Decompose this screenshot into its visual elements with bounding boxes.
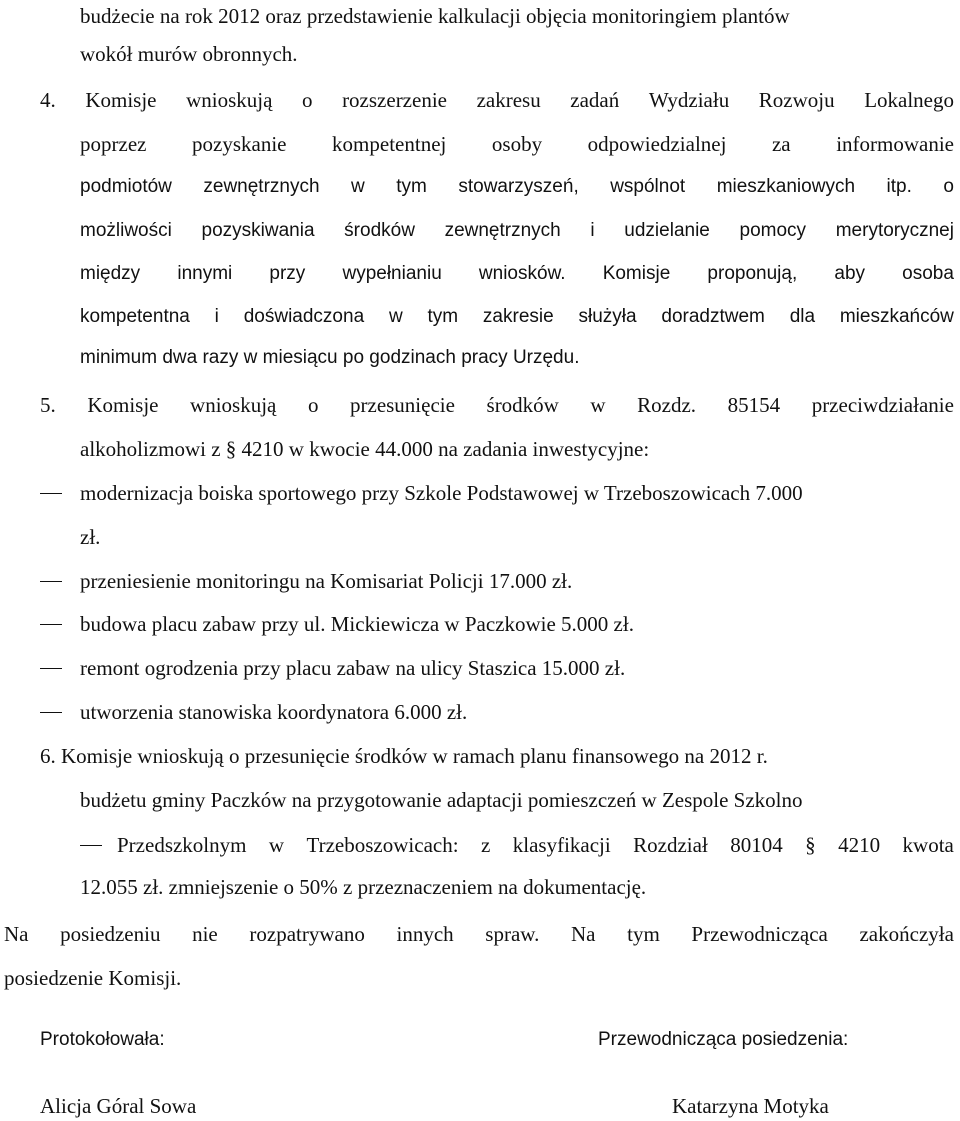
word: wniosków. xyxy=(478,263,566,284)
word: w xyxy=(388,306,403,327)
word: proponują, xyxy=(707,263,798,284)
word: pozyskiwania xyxy=(201,220,315,241)
word: osoba xyxy=(902,263,954,284)
word: 4210 xyxy=(838,833,881,857)
word: rozszerzenie xyxy=(342,88,447,112)
word: posiedzeniu xyxy=(60,922,161,946)
word: zakończyła xyxy=(859,922,954,946)
word: aby xyxy=(834,263,866,284)
word: Rozwoju xyxy=(758,88,835,112)
closing-line-1 xyxy=(4,921,954,947)
word: zakresie xyxy=(482,306,554,327)
bullet-1-line-2: zł. xyxy=(80,525,101,549)
item-6-line-3 xyxy=(117,832,954,858)
word: mieszkańców xyxy=(839,306,954,327)
word: zewnętrznych xyxy=(203,176,320,197)
word: poprzez xyxy=(80,132,147,156)
word: Na xyxy=(4,922,29,946)
dash-bullet-icon xyxy=(40,712,62,713)
word: wypełnianiu xyxy=(342,263,442,284)
word: odpowiedzialnej xyxy=(587,132,727,156)
word: doświadczona xyxy=(243,306,365,327)
word: Przedszkolnym xyxy=(117,833,247,857)
word: Rozdział xyxy=(633,833,708,857)
word: zakresu xyxy=(476,88,541,112)
item-6-line-1: 6. Komisje wnioskują o przesunięcie środków w ramach planu finansowego na 2012 r. xyxy=(40,744,768,768)
item-4-line-7: minimum dwa razy w miesiącu po godzinach pracy Urzędu. xyxy=(80,347,580,368)
word: Wydziału xyxy=(648,88,730,112)
word: zadań xyxy=(570,88,620,112)
word: Na xyxy=(570,922,596,946)
item-5-number: 5. xyxy=(40,393,56,417)
word: tym xyxy=(627,922,660,946)
word: tym xyxy=(427,306,459,327)
word: z xyxy=(480,833,491,857)
dash-bullet-icon xyxy=(40,668,62,669)
word: Rozdz. xyxy=(637,393,697,417)
word: nie xyxy=(192,922,218,946)
item-4-line-6 xyxy=(80,304,954,330)
dash-icon xyxy=(80,845,102,846)
dash-bullet-icon xyxy=(40,581,62,582)
recorder-name: Alicja Góral Sowa xyxy=(40,1094,197,1118)
word: Trzeboszowicach: xyxy=(306,833,459,857)
bullet-1-line-1: modernizacja boiska sportowego przy Szkole Podstawowej w Trzeboszowicach 7.000 xyxy=(80,481,803,505)
word: dla xyxy=(789,306,816,327)
item-4-line-3 xyxy=(80,174,954,200)
bullet-3: budowa placu zabaw przy ul. Mickiewicza w Paczkowie 5.000 zł. xyxy=(80,612,634,636)
word: innych xyxy=(396,922,454,946)
word: kompetentnej xyxy=(332,132,447,156)
word: 80104 xyxy=(730,833,783,857)
word: w xyxy=(590,393,606,417)
word: wspólnot xyxy=(610,176,686,197)
word: spraw. xyxy=(485,922,540,946)
word: rozpatrywano xyxy=(249,922,365,946)
word: tym xyxy=(396,176,427,197)
word: Przewodnicząca xyxy=(691,922,828,946)
word: udzielanie xyxy=(624,220,710,241)
word: 85154 xyxy=(727,393,781,417)
word: o xyxy=(943,176,954,197)
bullet-2: przeniesienie monitoringu na Komisariat Policji 17.000 zł. xyxy=(80,569,573,593)
word: między xyxy=(80,263,141,284)
word: wnioskują xyxy=(186,88,273,112)
word: o xyxy=(307,393,319,417)
word: stowarzyszeń, xyxy=(458,176,579,197)
item-4-line-1 xyxy=(40,87,954,113)
item-6-line-4: 12.055 zł. zmniejszenie o 50% z przeznaczeniem na dokumentację. xyxy=(80,875,647,899)
word: Lokalnego xyxy=(864,88,954,112)
word: środków xyxy=(344,220,415,241)
word: służyła xyxy=(578,306,637,327)
word: informowanie xyxy=(836,132,954,156)
word: innymi xyxy=(177,263,233,284)
closing-line-2: posiedzenie Komisji. xyxy=(4,966,182,990)
word: i xyxy=(590,220,595,241)
dash-bullet-icon xyxy=(40,624,62,625)
word: możliwości xyxy=(80,220,172,241)
continuation-line-1-text: budżecie na rok 2012 oraz przedstawienie kalkulacji objęcia monitoringiem plantów xyxy=(80,4,790,28)
dash-bullet-icon xyxy=(40,493,62,494)
chairwoman-label: Przewodnicząca posiedzenia: xyxy=(598,1029,849,1050)
word: w xyxy=(268,833,285,857)
word: o xyxy=(301,88,313,112)
recorder-label: Protokołowała: xyxy=(40,1029,165,1050)
word: mieszkaniowych xyxy=(716,176,856,197)
bullet-4: remont ogrodzenia przy placu zabaw na ulicy Staszica 15.000 zł. xyxy=(80,656,626,680)
word: itp. xyxy=(886,176,912,197)
word: zewnętrznych xyxy=(444,220,561,241)
chairwoman-name: Katarzyna Motyka xyxy=(672,1094,829,1118)
continuation-line-2: wokół murów obronnych. xyxy=(80,42,298,66)
word: podmiotów xyxy=(80,176,172,197)
word: klasyfikacji xyxy=(512,833,611,857)
bullet-5: utworzenia stanowiska koordynatora 6.000 zł. xyxy=(80,700,468,724)
word: i xyxy=(214,306,219,327)
item-6-line-2: budżetu gminy Paczków na przygotowanie adaptacji pomieszczeń w Zespole Szkolno xyxy=(80,788,803,812)
word: doradztwem xyxy=(661,306,765,327)
word: merytorycznej xyxy=(835,220,954,241)
item-4-line-4 xyxy=(80,218,954,244)
item-5-line-2: alkoholizmowi z § 4210 w kwocie 44.000 na zadania inwestycyjne: xyxy=(80,437,650,461)
word: przeciwdziałanie xyxy=(811,393,954,417)
word: osoby xyxy=(491,132,543,156)
word: pomocy xyxy=(739,220,807,241)
word: wnioskują xyxy=(190,393,277,417)
item-4-line-2 xyxy=(80,131,954,157)
item-4-line-5 xyxy=(80,261,954,287)
word: środków xyxy=(486,393,559,417)
word: kompetentna xyxy=(80,306,190,327)
word: Komisje xyxy=(602,263,671,284)
word: pozyskanie xyxy=(192,132,287,156)
word: w xyxy=(351,176,365,197)
word: przesunięcie xyxy=(350,393,455,417)
word: za xyxy=(771,132,791,156)
word: Komisje xyxy=(87,393,159,417)
word: Komisje xyxy=(85,88,157,112)
item-5-line-1 xyxy=(40,392,954,418)
word: kwota xyxy=(902,833,954,857)
item-4-number: 4. xyxy=(40,88,56,112)
word: § xyxy=(805,833,816,857)
word: przy xyxy=(269,263,306,284)
continuation-line-1 xyxy=(80,3,954,29)
